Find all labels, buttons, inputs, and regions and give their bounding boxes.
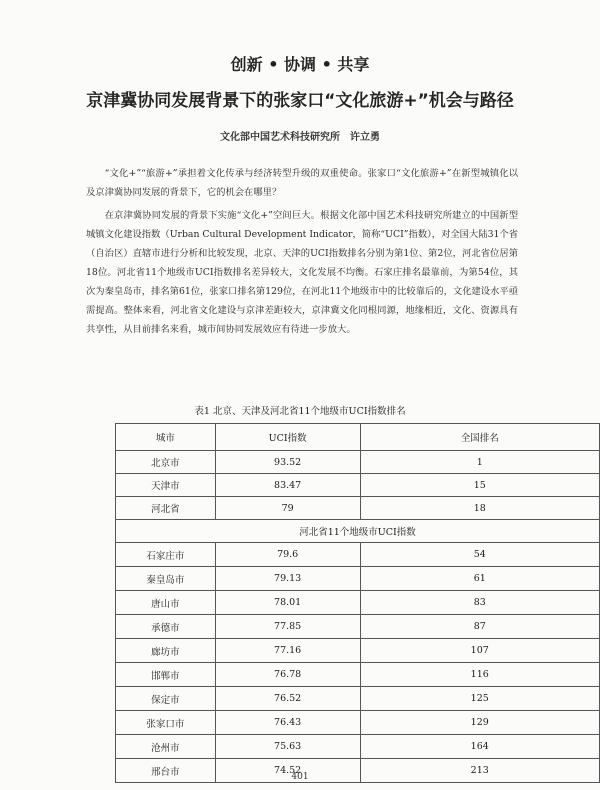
city-cell: 石家庄市 bbox=[116, 543, 216, 567]
header-city: 城市 bbox=[116, 424, 216, 451]
uci-cell: 76.52 bbox=[215, 687, 360, 711]
page-number: 401 bbox=[291, 772, 309, 782]
uci-cell: 77.85 bbox=[215, 615, 360, 639]
uci-cell: 79 bbox=[215, 497, 360, 520]
rank-cell: 54 bbox=[360, 543, 600, 567]
uci-cell: 93.52 bbox=[215, 451, 360, 474]
city-cell: 廊坊市 bbox=[116, 639, 216, 663]
table-row bbox=[116, 567, 600, 591]
table-row bbox=[116, 735, 600, 759]
city-cell: 天津市 bbox=[116, 474, 216, 497]
slogan-heading: 创新 • 协调 • 共享 bbox=[230, 55, 370, 74]
uci-cell: 79.6 bbox=[215, 543, 360, 567]
uci-cell: 76.43 bbox=[215, 711, 360, 735]
table-header-row bbox=[116, 424, 600, 451]
table-subheader: 河北省11个地级市UCI指数 bbox=[116, 520, 600, 543]
rank-cell: 18 bbox=[360, 497, 600, 520]
uci-cell: 77.16 bbox=[215, 639, 360, 663]
table-row bbox=[116, 451, 600, 474]
rank-cell: 164 bbox=[360, 735, 600, 759]
table-row bbox=[116, 687, 600, 711]
table-row bbox=[116, 663, 600, 687]
rank-cell: 1 bbox=[360, 451, 600, 474]
uci-cell: 78.01 bbox=[215, 591, 360, 615]
table-row bbox=[116, 639, 600, 663]
subheader-row bbox=[116, 520, 600, 543]
uci-cell: 75.63 bbox=[215, 735, 360, 759]
city-cell: 河北省 bbox=[116, 497, 216, 520]
author-line: 文化部中国艺术科技研究所 许立勇 bbox=[220, 132, 380, 143]
analysis-paragraph: 在京津冀协同发展的背景下实施“文化+”空间巨大。根据文化部中国艺术科技研究所建立的中国新型城镇文化建设指数（Urban Cultural Development Indicator，简称“UCI”指数），对全国大陆31个省（自治区）直辖市进行分析和比较发现，北京、天津的UCI指数排名分别为第1位、第2位，河北省位居第18位。河北省11个地级市UCI指数排名差异较大，文化发展不均衡。石家庄排名最靠前，为第54位，其次为秦皇岛市，排名第61位，张家口排名第129位，在河北11个地级市中的比较靠后的，文化建设水平亟需提高。整体来看，河北省文化建设与京津差距较大，京津冀文化同根同源，地缘相近，文化、资源具有共享性，从目前排名来看，城市间协同发展效应有待进一步放大。 bbox=[86, 210, 518, 335]
uci-cell: 79.13 bbox=[215, 567, 360, 591]
rank-cell: 83 bbox=[360, 591, 600, 615]
rank-cell: 125 bbox=[360, 687, 600, 711]
city-cell: 北京市 bbox=[116, 451, 216, 474]
uci-cell: 74.52 bbox=[215, 759, 360, 783]
article-title: 京津冀协同发展背景下的张家口“文化旅游+”机会与路径 bbox=[86, 91, 514, 111]
header-rank: 全国排名 bbox=[360, 424, 600, 451]
table-row bbox=[116, 711, 600, 735]
city-cell: 承德市 bbox=[116, 615, 216, 639]
table-row bbox=[116, 497, 600, 520]
city-cell: 秦皇岛市 bbox=[116, 567, 216, 591]
rank-cell: 107 bbox=[360, 639, 600, 663]
city-cell: 沧州市 bbox=[116, 735, 216, 759]
uci-index-table bbox=[115, 423, 600, 783]
city-cell: 保定市 bbox=[116, 687, 216, 711]
city-cell: 邯郸市 bbox=[116, 663, 216, 687]
rank-cell: 15 bbox=[360, 474, 600, 497]
header-uci: UCI指数 bbox=[215, 424, 360, 451]
rank-cell: 129 bbox=[360, 711, 600, 735]
table-row bbox=[116, 543, 600, 567]
rank-cell: 61 bbox=[360, 567, 600, 591]
table-caption: 表1 北京、天津及河北省11个地级市UCI指数排名 bbox=[194, 406, 406, 417]
rank-cell: 87 bbox=[360, 615, 600, 639]
table-row bbox=[116, 474, 600, 497]
table-row bbox=[116, 615, 600, 639]
rank-cell: 213 bbox=[360, 759, 600, 783]
city-cell: 邢台市 bbox=[116, 759, 216, 783]
city-cell: 唐山市 bbox=[116, 591, 216, 615]
rank-cell: 116 bbox=[360, 663, 600, 687]
intro-paragraph: “文化+”“旅游+”承担着文化传承与经济转型升级的双重使命。张家口“文化旅游+”在新型城镇化以及京津冀协同发展的背景下，它的机会在哪里？ bbox=[86, 168, 518, 198]
table-row bbox=[116, 591, 600, 615]
uci-cell: 83.47 bbox=[215, 474, 360, 497]
uci-cell: 76.78 bbox=[215, 663, 360, 687]
city-cell: 张家口市 bbox=[116, 711, 216, 735]
